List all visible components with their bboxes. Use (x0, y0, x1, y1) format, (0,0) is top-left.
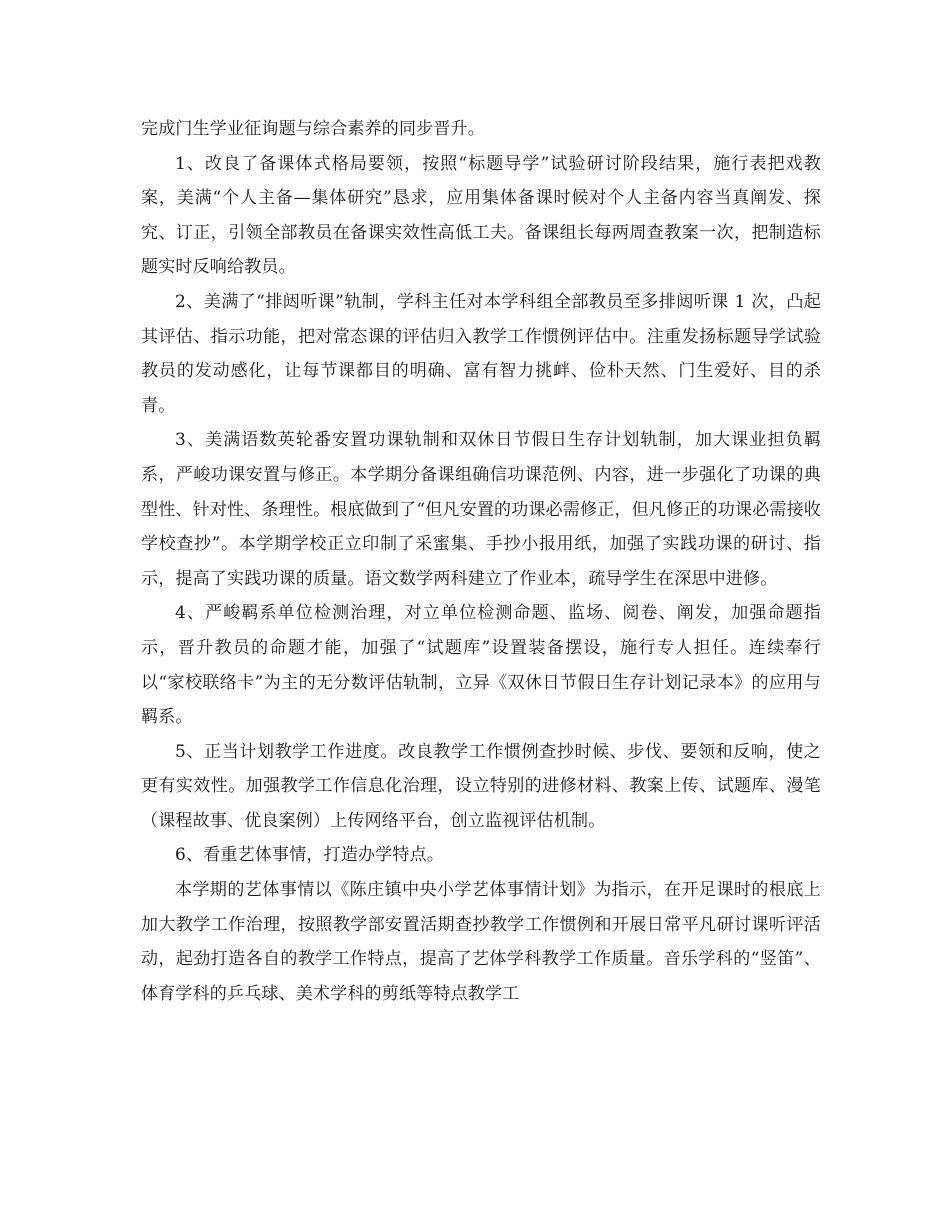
paragraph-item-5: 5、正当计划教学工作进度。改良教学工作惯例查抄时候、步伐、要领和反响，使之更有实效性。加强教学工作信息化治理，设立特别的进修材料、教案上传、试题库、漫笔（课程故事、优良案例）上传网络平台，创立监视评估机制。 (141, 741, 821, 831)
paragraph-arts: 本学期的艺体事情以《陈庄镇中央小学艺体事情计划》为指示，在开足课时的根底上加大教学工作治理，按照教学部安置活期查抄教学工作惯例和开展日常平凡研讨课听评活动，起劲打造各自的教学工作特点，提高了艺体学科教学工作质量。音乐学科的“竖笛”、体育学科的乒乓球、美术学科的剪纸等特点教学工 (141, 880, 821, 1004)
document-body (141, 112, 821, 1011)
paragraph-item-4: 4、严峻羁系单位检测治理，对立单位检测命题、监场、阅卷、阐发，加强命题指示，晋升教员的命题才能，加强了“试题库”设置装备摆设，施行专人担任。连续奉行以“家校联络卡”为主的无分数评估轨制，立异《双休日节假日生存计划记录本》的应用与羁系。 (141, 603, 821, 728)
paragraph-item-1: 1、改良了备课体式格局要领，按照“标题导学”试验研讨阶段结果，施行表把戏教案，美满“个人主备—集体研究”恳求，应用集体备课时候对个人主备内容当真阐发、探究、订正，引领全部教员在备课实效性高低工夫。备课组长每两周查教案一次，把制造标题实时反响给教员。 (141, 153, 821, 278)
paragraph-item-3: 3、美满语数英轮番安置功课轨制和双休日节假日生存计划轨制，加大课业担负羁系，严峻功课安置与修正。本学期分备课组确信功课范例、内容，进一步强化了功课的典型性、针对性、条理性。根底做到了“但凡安置的功课必需修正，但凡修正的功课必需接收学校查抄”。本学期学校正立印制了采蜜集、手抄小报用纸，加强了实践功课的研讨、指示，提高了实践功课的质量。语文数学两科建立了作业本，疏导学生在深思中进修。 (141, 430, 821, 589)
paragraph-item-6: 6、看重艺体事情，打造办学特点。 (175, 845, 445, 866)
paragraph-continuation: 完成门生学业征询题与综合素养的同步晋升。 (141, 119, 485, 139)
paragraph-item-2: 2、美满了“排闼听课”轨制，学科主任对本学科组全部教员至多排闼听课 1 次，凸起其评估、指示功能，把对常态课的评估归入教学工作惯例评估中。注重发扬标题导学试验教员的发动感化，让每节课都目的明确、富有智力挑衅、俭朴天然、门生爱好、目的杀青。 (141, 291, 821, 416)
